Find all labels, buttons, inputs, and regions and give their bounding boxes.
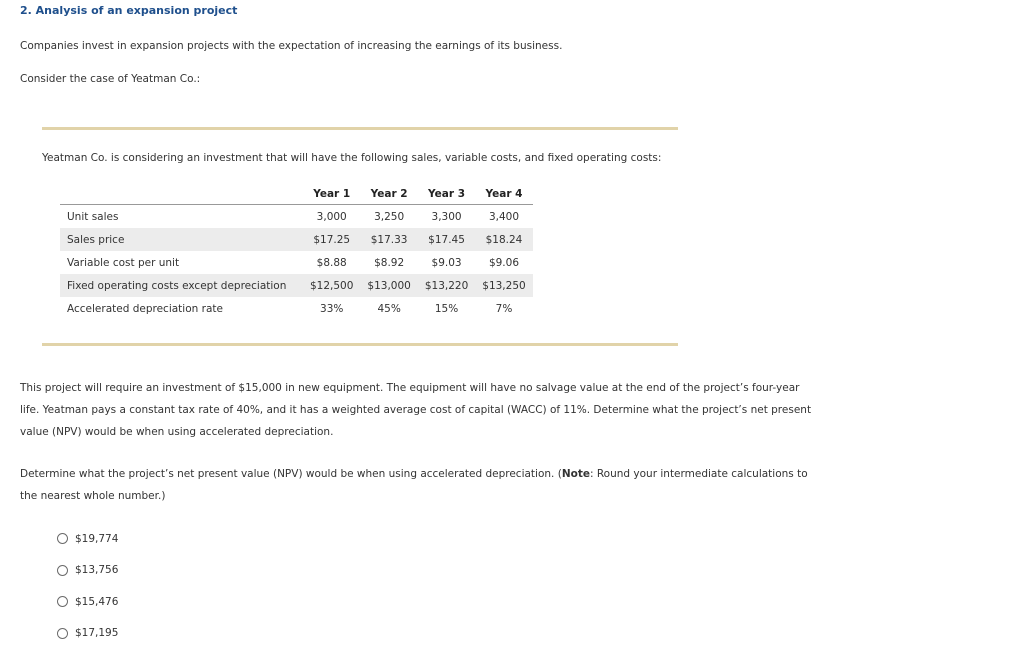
answer-label: $19,774 xyxy=(75,532,119,545)
project-description-line: life. Yeatman pays a constant tax rate of 40%, and it has a weighted average cost of capital (WACC) of 11%. Determine what the project’s net present xyxy=(20,404,812,416)
answer-option[interactable] xyxy=(57,555,118,587)
intro-text: Companies invest in expansion projects with the expectation of increasing the earnings of its business. xyxy=(20,40,563,52)
radio-button[interactable] xyxy=(57,628,68,639)
note-label: Note xyxy=(561,468,590,480)
question-prompt: the nearest whole number.) xyxy=(20,490,166,502)
table-cell: $12,500 xyxy=(303,274,360,297)
project-description-line: This project will require an investment of $15,000 in new equipment. The equipment will have no salvage value at the end of the project’s four-year xyxy=(20,382,800,394)
table-row xyxy=(60,274,533,297)
question-title: 2. Analysis of an expansion project xyxy=(20,4,238,17)
row-label: Variable cost per unit xyxy=(67,256,180,269)
question-prompt xyxy=(20,464,808,486)
answer-label: $13,756 xyxy=(75,564,119,577)
table-cell: $17.25 xyxy=(303,228,360,251)
row-label: Fixed operating costs except depreciation xyxy=(60,274,303,297)
table-header-row xyxy=(60,184,533,205)
table-cell: $17.33 xyxy=(360,228,417,251)
answer-option[interactable] xyxy=(57,586,118,618)
table-header-year2: Year 2 xyxy=(360,184,417,205)
table-cell: 3,000 xyxy=(316,210,347,223)
table-cell: $17.45 xyxy=(418,228,475,251)
table-header-year4: Year 4 xyxy=(475,184,532,205)
table-cell: $13,220 xyxy=(418,274,475,297)
panel-bottom-rule xyxy=(42,343,678,346)
consider-text: Consider the case of Yeatman Co.: xyxy=(20,73,201,85)
table-header-label xyxy=(60,184,303,205)
answer-option[interactable] xyxy=(57,523,118,555)
table-cell: $13,250 xyxy=(475,274,532,297)
table-cell: $9.06 xyxy=(488,256,519,269)
table-cell: 3,250 xyxy=(374,210,405,223)
table-cell: 33% xyxy=(320,302,344,315)
project-description-line: value (NPV) would be when using accelerated depreciation. xyxy=(20,426,334,438)
row-label: Unit sales xyxy=(67,210,119,223)
answer-label: $15,476 xyxy=(75,595,119,608)
table-cell: 15% xyxy=(434,302,459,315)
table-cell: 7% xyxy=(495,302,513,315)
table-row xyxy=(60,205,533,229)
question-prompt-text: Determine what the project’s net present value (NPV) would be when using accelerated depreciation. ( xyxy=(20,468,562,480)
row-label: Accelerated depreciation rate xyxy=(67,302,223,315)
answer-option[interactable] xyxy=(57,618,118,650)
table-cell: 45% xyxy=(377,302,401,315)
table-row xyxy=(60,251,533,274)
table-cell: $8.88 xyxy=(316,256,347,269)
radio-button[interactable] xyxy=(57,533,68,544)
answer-options xyxy=(57,523,118,649)
table-cell: 3,400 xyxy=(488,210,519,223)
table-cell: $8.92 xyxy=(374,256,405,269)
question-prompt-text: : Round your intermediate calculations to xyxy=(589,468,808,480)
panel-description: Yeatman Co. is considering an investment that will have the following sales, variable costs, and fixed operating costs: xyxy=(42,152,662,164)
answer-label: $17,195 xyxy=(75,627,119,640)
table-header-year1: Year 1 xyxy=(303,184,360,205)
table-cell: $18.24 xyxy=(475,228,532,251)
table-cell: $13,000 xyxy=(360,274,417,297)
table-header-year3: Year 3 xyxy=(418,184,475,205)
table-row xyxy=(60,228,533,251)
table-cell: $9.03 xyxy=(431,256,462,269)
radio-button[interactable] xyxy=(57,565,68,576)
table-row xyxy=(60,297,533,320)
cost-table xyxy=(60,184,533,320)
row-label: Sales price xyxy=(60,228,303,251)
table-cell: 3,300 xyxy=(431,210,462,223)
radio-button[interactable] xyxy=(57,596,68,607)
panel-top-rule xyxy=(42,127,678,130)
